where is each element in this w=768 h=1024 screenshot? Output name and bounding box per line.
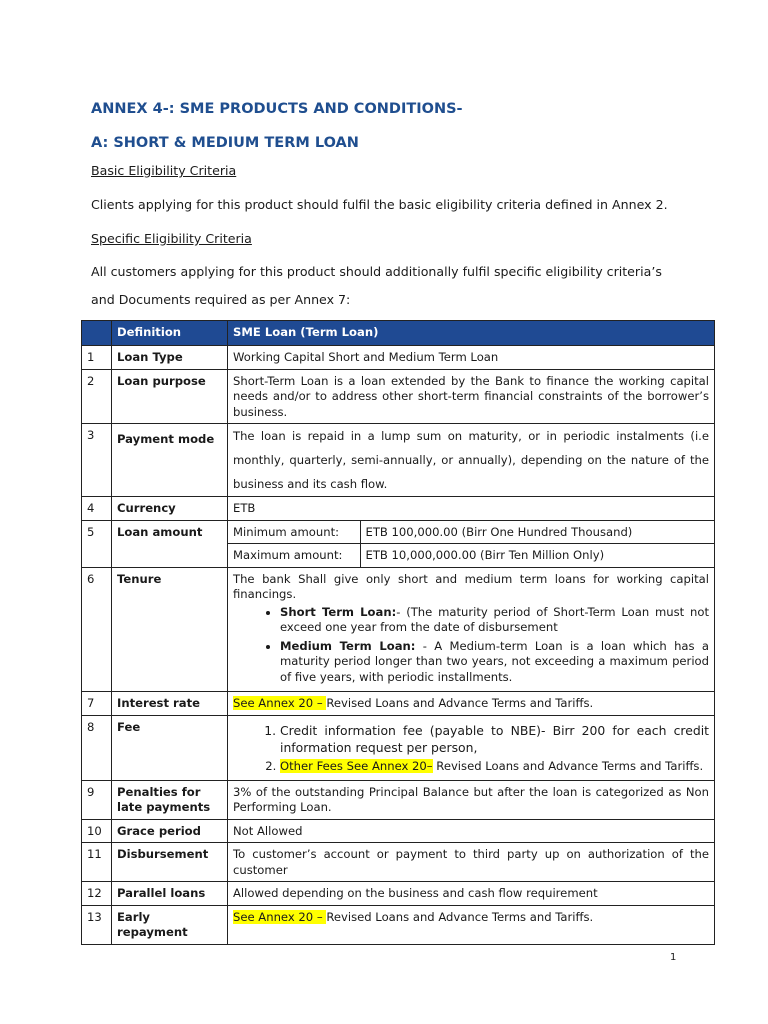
header-sme-loan: SME Loan (Term Loan) [228, 321, 715, 346]
tenure-intro: The bank Shall give only short and medium term loans for working capital financings. [233, 571, 709, 601]
specific-eligibility-text-line2: and Documents required as per Annex 7: [91, 292, 351, 307]
row-label: Loan Type [112, 346, 228, 370]
row-number: 7 [82, 692, 112, 716]
row-label: Parallel loans [112, 882, 228, 906]
list-item: 1. Credit information fee (payable to NBE)- Birr 200 for each credit information request per person, [280, 722, 709, 756]
reference-text: Revised Loans and Advance Terms and Tariffs. [432, 758, 704, 773]
row-value: Short-Term Loan is a loan extended by the Bank to finance the working capital needs and/or to address other short-term financial constraints of the borrower’s business. [228, 369, 715, 424]
table-row [82, 780, 715, 819]
row-number: 11 [82, 843, 112, 882]
table-row [82, 843, 715, 882]
tenure-cell [228, 567, 715, 692]
table-row [82, 715, 715, 780]
max-amount-label: Maximum amount: [228, 544, 360, 567]
row-label: Tenure [112, 567, 228, 692]
row-label: Penalties for late payments [112, 780, 228, 819]
loan-amount-table [228, 521, 714, 567]
row-value: Not Allowed [228, 819, 715, 843]
row-label: Currency [112, 497, 228, 521]
row-number: 9 [82, 780, 112, 819]
table-row [82, 497, 715, 521]
highlighted-reference: See Annex 20 – [233, 909, 327, 924]
max-amount-value: ETB 10,000,000.00 (Birr Ten Million Only) [360, 544, 714, 567]
row-label: Payment mode [112, 424, 228, 497]
row-number: 1 [82, 346, 112, 370]
table-row [82, 520, 715, 567]
row-label: Loan purpose [112, 369, 228, 424]
loan-amount-cell [228, 520, 715, 567]
specific-eligibility-text-line1: All customers applying for this product should additionally fulfil specific eligibility criteria’s [91, 264, 662, 279]
table-header-row [82, 321, 715, 346]
list-item [280, 639, 709, 686]
row-value: ETB [228, 497, 715, 521]
row-number: 5 [82, 520, 112, 567]
table-row [82, 692, 715, 716]
section-heading: A: SHORT & MEDIUM TERM LOAN [91, 135, 359, 151]
fee-cell [228, 715, 715, 780]
row-value: Working Capital Short and Medium Term Loan [228, 346, 715, 370]
list-item [280, 758, 709, 775]
table-row [82, 882, 715, 906]
row-value [228, 905, 715, 944]
row-number: 2 [82, 369, 112, 424]
row-label: Early repayment [112, 905, 228, 944]
annex-heading: ANNEX 4-: SME PRODUCTS AND CONDITIONS- [91, 101, 463, 117]
row-number: 4 [82, 497, 112, 521]
row-value: The loan is repaid in a lump sum on maturity, or in periodic instalments (i.e monthly, quarterly, semi-annually, or annually), depending on the nature of the business and its cash flow. [228, 424, 715, 497]
row-number: 8 [82, 715, 112, 780]
row-label: Grace period [112, 819, 228, 843]
row-label: Disbursement [112, 843, 228, 882]
row-value [228, 692, 715, 716]
header-number-cell [82, 321, 112, 346]
short-term-label: Short Term Loan: [280, 604, 397, 619]
reference-text: Revised Loans and Advance Terms and Tariffs. [326, 909, 594, 924]
fee-list [233, 722, 709, 775]
row-number: 3 [82, 424, 112, 497]
basic-eligibility-title: Basic Eligibility Criteria [91, 163, 237, 178]
basic-eligibility-text: Clients applying for this product should fulfil the basic eligibility criteria defined in Annex 2. [91, 197, 668, 212]
table-row [82, 346, 715, 370]
row-value: 3% of the outstanding Principal Balance but after the loan is categorized as Non Performing Loan. [228, 780, 715, 819]
row-label: Fee [112, 715, 228, 780]
row-value: Allowed depending on the business and cash flow requirement [228, 882, 715, 906]
medium-term-text: - A Medium-term Loan is a loan which has a maturity period longer than two years, not exceeding a maximum period of five years, with periodic installments. [280, 638, 709, 684]
table-row [82, 819, 715, 843]
table-row [82, 369, 715, 424]
table-row [82, 567, 715, 692]
sme-loan-table [81, 320, 715, 945]
row-value: To customer’s account or payment to third party up on authorization of the customer [228, 843, 715, 882]
min-amount-row [228, 521, 714, 544]
row-number: 10 [82, 819, 112, 843]
row-number: 12 [82, 882, 112, 906]
row-label: Loan amount [112, 520, 228, 567]
table-row [82, 905, 715, 944]
medium-term-label: Medium Term Loan: [280, 638, 416, 653]
tenure-list [233, 605, 709, 686]
short-term-text: - (The maturity period of Short-Term Loan must not exceed one year from the date of disbursement [280, 604, 709, 634]
row-number: 6 [82, 567, 112, 692]
header-definition: Definition [112, 321, 228, 346]
min-amount-label: Minimum amount: [228, 521, 360, 544]
page-number: 1 [670, 952, 677, 963]
highlighted-reference: See Annex 20 – [233, 696, 327, 710]
row-number: 13 [82, 905, 112, 944]
highlighted-reference: Other Fees See Annex 20– [280, 758, 433, 773]
row-label: Interest rate [112, 692, 228, 716]
min-amount-value: ETB 100,000.00 (Birr One Hundred Thousand) [360, 521, 714, 544]
reference-text: Revised Loans and Advance Terms and Tariffs. [326, 696, 594, 710]
table-row [82, 424, 715, 497]
max-amount-row [228, 544, 714, 567]
list-item [280, 605, 709, 636]
specific-eligibility-title: Specific Eligibility Criteria [91, 231, 252, 246]
